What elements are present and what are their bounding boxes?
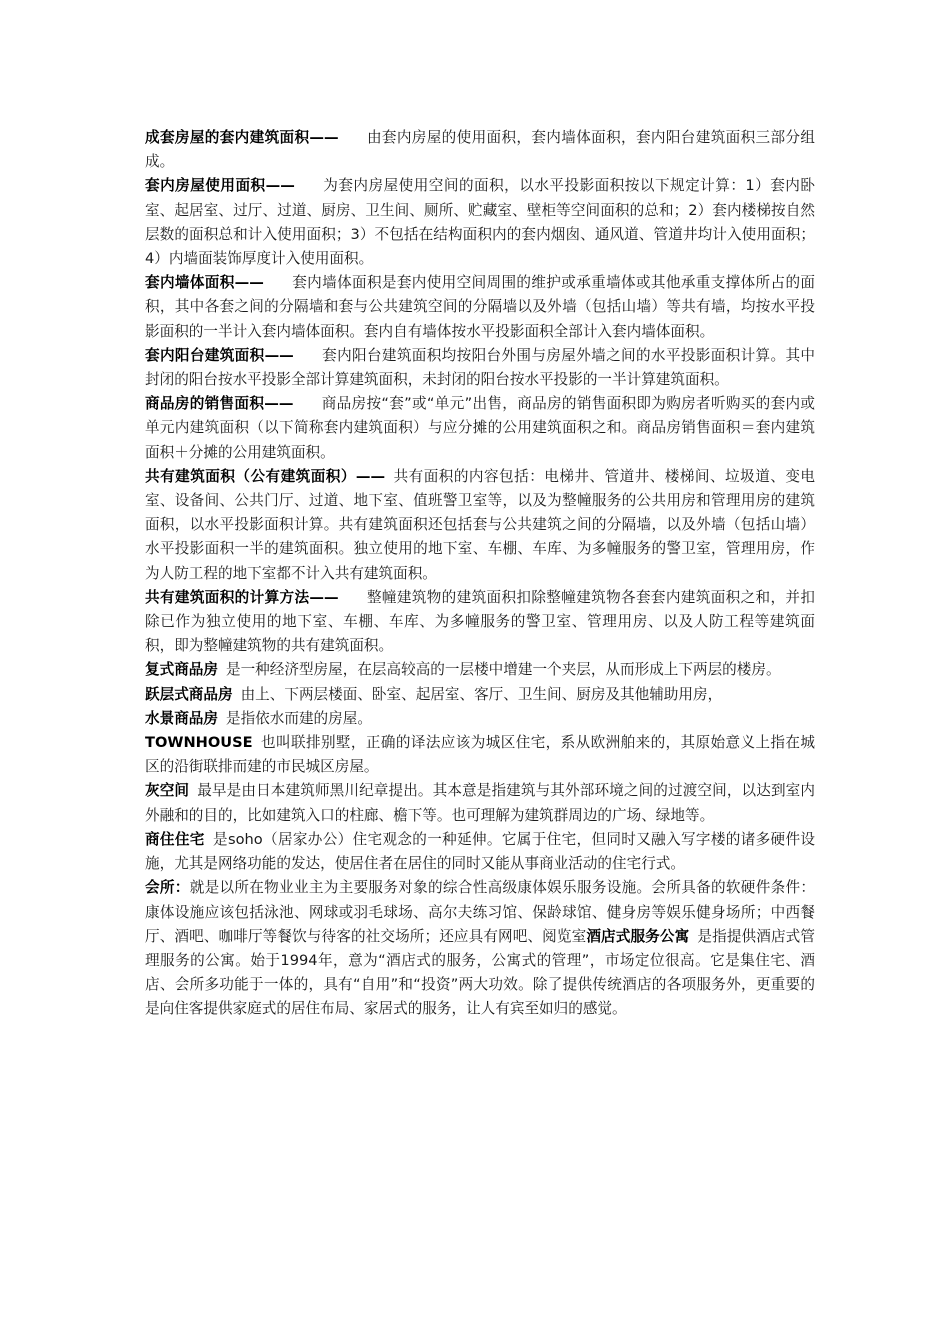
- entry-text: 商品房按“套”或“单元”出售，商品房的销售面积即为购房者听购买的套内或单元内建筑面积（以下简称套内建筑面积）与应分摊的公用建筑面积之和。商品房销售面积＝套内建筑面积＋分摊的公用建筑面积。: [145, 395, 815, 461]
- entry-term: TOWNHOUSE: [145, 734, 253, 752]
- entry-term: 灰空间: [145, 782, 190, 800]
- entry-taonei-shiyong-mianji: [145, 174, 815, 271]
- entry-text: 就是以所在物业业主为主要服务对象的综合性高级康体娱乐服务设施。会所具备的软硬件条件：康体设施应该包括泳池、网球或羽毛球场、高尔夫练习馆、保龄球馆、健身房等娱乐健身场所；中西餐厅、酒吧、咖啡厅等餐饮与待客的社交场所；还应具有网吧、阅览室: [145, 879, 815, 945]
- entry-taonei-jianzhu-mianji: [145, 126, 815, 174]
- entry-fushi-shangpinfang: [145, 658, 815, 682]
- entry-term: 商住住宅: [145, 830, 205, 848]
- entry-shangzhu-zhuzhai: [145, 828, 815, 876]
- entry-yuecengshi-shangpinfang: [145, 683, 815, 707]
- entry-gongyou-jianzhu-mianji: [145, 465, 815, 586]
- entry-term: 共有建筑面积的计算方法——: [145, 588, 339, 606]
- entry-text: 套内墙体面积是套内使用空间周围的维护或承重墙体或其他承重支撑体所占的面积，其中各套之间的分隔墙和套与公共建筑空间的分隔墙以及外墙（包括山墙）等共有墙，均按水平投影面积的一半计入套内墙体面积。套内自有墙体按水平投影面积全部计入套内墙体面积。: [145, 274, 815, 340]
- entry-taonei-yangtai-mianji: [145, 344, 815, 392]
- entry-huisuo: [145, 876, 815, 1021]
- entry-term: 共有建筑面积（公有建筑面积）——: [145, 467, 386, 485]
- entry-shuijing-shangpinfang: [145, 707, 815, 731]
- entry-term: 水景商品房: [145, 709, 218, 727]
- entry-text: 共有面积的内容包括：电梯井、管道井、楼梯间、垃圾道、变电室、设备间、公共门厅、过道、地下室、值班警卫室等，以及为整幢服务的公共用房和管理用房的建筑面积，以水平投影面积计算。共有建筑面积还包括套与公共建筑之间的分隔墙，以及外墙（包括山墙）水平投影面积一半的建筑面积。独立使用的地下室、车棚、车库、为多幢服务的警卫室，管理用房，作为人防工程的地下室都不计入共有建筑面积。: [145, 467, 815, 582]
- entry-gongyou-jisuan-fangfa: [145, 586, 815, 659]
- entry-text: 由套内房屋的使用面积，套内墙体面积，套内阳台建筑面积三部分组成。: [145, 129, 815, 171]
- entry-term: 套内房屋使用面积——: [145, 177, 295, 195]
- document-body: [145, 126, 815, 1022]
- entry-term: 套内墙体面积——: [145, 274, 264, 292]
- entry-term: 成套房屋的套内建筑面积——: [145, 129, 339, 146]
- entry-text: 套内阳台建筑面积均按阳台外围与房屋外墙之间的水平投影面积计算。其中封闭的阳台按水平投影全部计算建筑面积，未封闭的阳台按水平投影的一半计算建筑面积。: [145, 346, 815, 389]
- entry-taonei-qiangti-mianji: [145, 271, 815, 344]
- entry-text: 整幢建筑物的建筑面积扣除整幢建筑物各套套内建筑面积之和，并扣除已作为独立使用的地下室、车棚、车库、为多幢服务的警卫室、管理用房、以及人防工程等建筑面积，即为整幢建筑物的共有建筑面积。: [145, 588, 815, 655]
- entry-text-secondary: 是指提供酒店式管理服务的公寓。始于1994年，意为“酒店式的服务，公寓式的管理”，市场定位很高。它是集住宅、酒店、会所多功能于一体的，具有“自用”和“投资”两大功效。除了提供传统酒店的各项服务外，更重要的是向住客提供家庭式的居住布局、家居式的服务，让人有宾至如归的感觉。: [145, 927, 815, 1018]
- entry-term: 套内阳台建筑面积——: [145, 346, 294, 364]
- entry-term: 跃层式商品房: [145, 685, 233, 703]
- entry-text: 最早是由日本建筑师黑川纪章提出。其本意是指建筑与其外部环境之间的过渡空间，以达到室内外融和的目的，比如建筑入口的柱廊、檐下等。也可理解为建筑群周边的广场、绿地等。: [145, 782, 815, 824]
- entry-text: 是一种经济型房屋，在层高较高的一层楼中增建一个夹层，从而形成上下两层的楼房。: [225, 661, 781, 679]
- entry-text: 是soho（居家办公）住宅观念的一种延伸。它属于住宅，但同时又融入写字楼的诸多硬件设施，尤其是网络功能的发达，使居住者在居住的同时又能从事商业活动的住宅行式。: [145, 830, 815, 873]
- entry-xiaoshou-mianji: [145, 392, 815, 465]
- entry-text: 也叫联排别墅，正确的译法应该为城区住宅，系从欧洲舶来的，其原始意义上指在城区的沿街联排而建的市民城区房屋。: [145, 734, 815, 776]
- entry-term: 复式商品房: [145, 661, 218, 679]
- entry-term: 会所：: [145, 879, 190, 897]
- entry-term: 商品房的销售面积——: [145, 395, 294, 413]
- entry-hui-kongjian: [145, 779, 815, 827]
- entry-text: 是指依水而建的房屋。: [225, 709, 372, 727]
- entry-term-secondary: 酒店式服务公寓: [586, 927, 690, 945]
- entry-text: 由上、下两层楼面、卧室、起居室、客厅、卫生间、厨房及其他辅助用房，: [240, 685, 723, 703]
- entry-townhouse: [145, 731, 815, 779]
- entry-text: 为套内房屋使用空间的面积，以水平投影面积按以下规定计算：1）套内卧室、起居室、过厅、过道、厨房、卫生间、厕所、贮藏室、壁柜等空间面积的总和；2）套内楼梯按自然层数的面积总和计入使用面积；3）不包括在结构面积内的套内烟囱、通风道、管道井均计入使用面积；4）内墙面装饰厚度计入使用面积。: [145, 177, 815, 268]
